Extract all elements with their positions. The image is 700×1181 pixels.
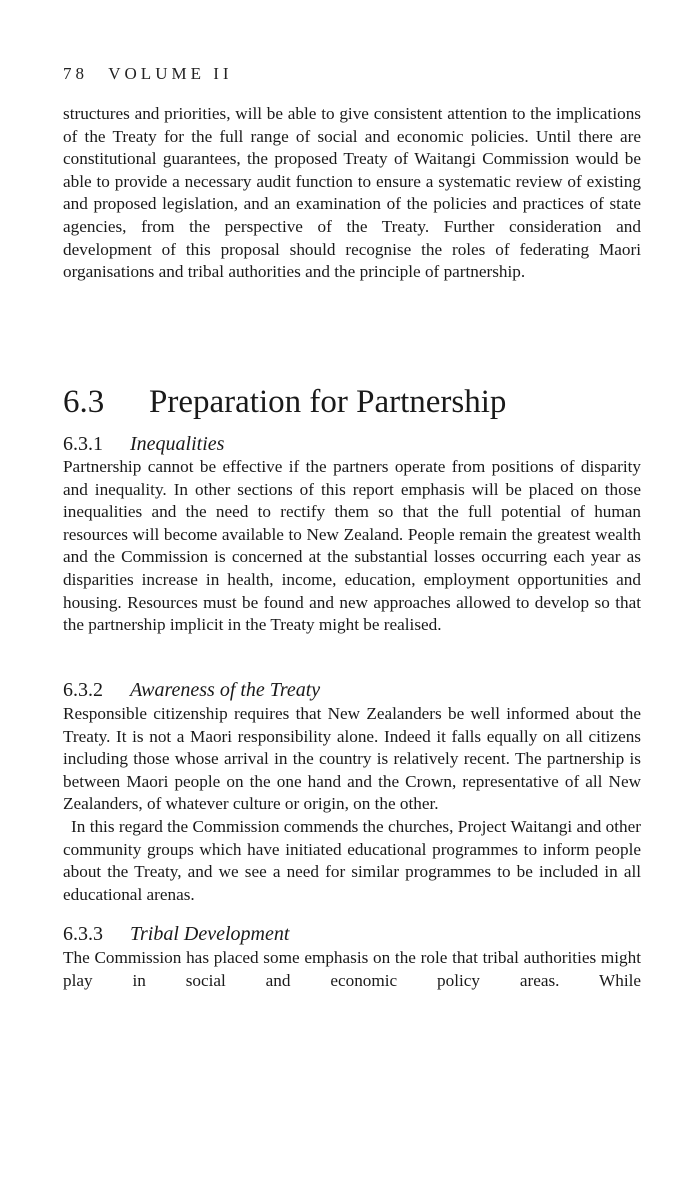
subsection-heading-awareness [63,678,320,702]
subsection-number: 6.3.3 [63,923,103,945]
running-title: VOLUME II [108,64,233,83]
tribal-paragraph: The Commission has placed some emphasis on the role that tribal authorities might play in social and economic policy areas. While [63,948,641,990]
subsection-title: Tribal Development [130,923,290,945]
subsection-title: Inequalities [130,433,225,455]
subsection-title: Awareness of the Treaty [130,679,321,701]
subsection-number: 6.3.2 [63,679,103,701]
subsection-heading-inequalities [63,432,224,456]
subsection-number: 6.3.1 [63,433,103,455]
awareness-paragraph-2: In this regard the Commission commends the churches, Project Waitangi and other community groups which have initiated educational programmes to inform people about the Treaty, and we see a need for similar programmes to be included in all educational arenas. [63,817,641,904]
running-header [63,64,233,84]
subsection-heading-tribal [63,922,289,946]
page-number: 78 [63,64,88,83]
section-title: Preparation for Partnership [149,384,507,420]
section-heading [63,382,506,422]
intro-paragraph: structures and priorities, will be able to give consistent attention to the implications of the Treaty for the full range of social and economic policies. Until there are constitutional guarantees, the proposed Treaty of Waitangi Commission would be able to provide a necessary audit function to ensure a systematic review of existing and proposed legislation, and an examination of the policies and practices of state agencies, from the perspective of the Treaty. Further consideration and development of this proposal should recognise the roles of federating Maori organisations and tribal authorities and the principle of partnership. [63,104,641,282]
awareness-paragraph-1: Responsible citizenship requires that New Zealanders be well informed about the Treaty. It is not a Maori responsibility alone. Indeed it falls equally on all citizens including those whose arrival in the country is relatively recent. The partnership is between Maori people on the one hand and the Crown, representative of all New Zealanders, of whatever culture or origin, on the other. [63,704,641,814]
section-number: 6.3 [63,384,105,420]
inequalities-paragraph: Partnership cannot be effective if the partners operate from positions of disparity and inequality. In other sections of this report emphasis will be placed on those inequalities and the need to rectify them so that the full potential of human resources will become available to New Zealand. People remain the greatest wealth and the Commission is concerned at the substantial losses occurring each year as disparities increase in health, income, education, employment opportunities and housing. Resources must be found and new approaches allowed to develop so that the partnership implicit in the Treaty might be realised. [63,457,641,635]
